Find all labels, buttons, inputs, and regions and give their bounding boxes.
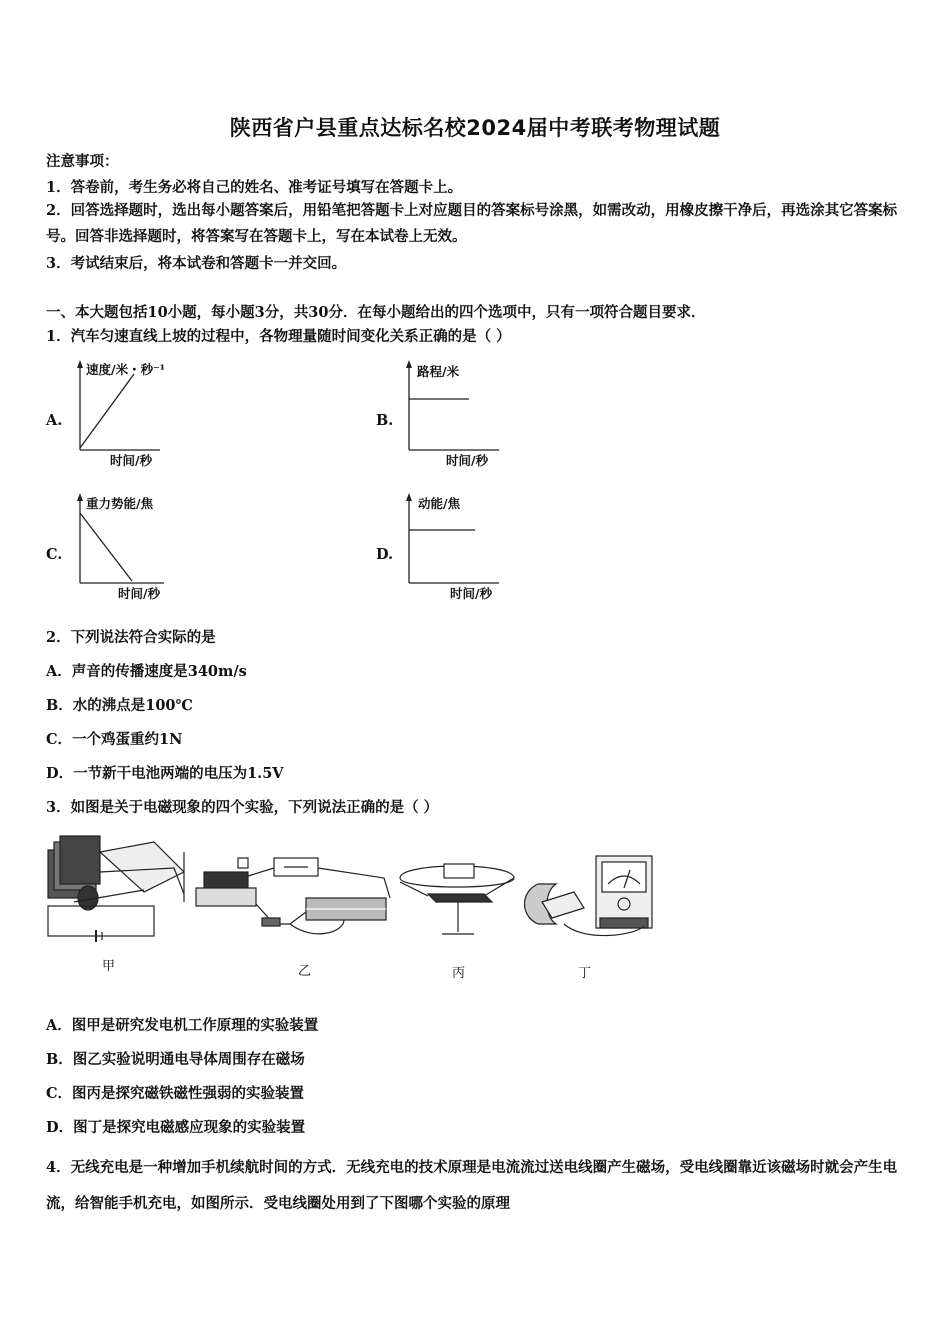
notice-item-1: 1．答卷前，考生务必将自己的姓名、准考证号填写在答题卡上。 xyxy=(46,179,463,196)
q2-option-c: C．一个鸡蛋重约1N xyxy=(46,731,183,748)
q1-graph-a-ylabel: 速度/米・秒⁻¹ xyxy=(86,362,166,377)
q1-graph-b-ylabel: 路程/米 xyxy=(417,364,460,379)
q1-graph-c-curve xyxy=(80,513,132,581)
figure-caption-bing: 丙 xyxy=(452,966,466,981)
q1-option-a-letter: A. xyxy=(46,412,63,429)
q1-graph-a-xlabel: 时间/秒 xyxy=(110,453,153,468)
q2-option-a: A．声音的传播速度是340m/s xyxy=(46,663,247,680)
q1-graph-c-ylabel: 重力势能/焦 xyxy=(86,496,154,511)
q1-graph-a-curve xyxy=(80,374,134,448)
q1-graph-b-xlabel: 时间/秒 xyxy=(446,453,489,468)
q2-option-b: B．水的沸点是100℃ xyxy=(46,697,193,714)
q1-graph-d-ylabel: 动能/焦 xyxy=(418,496,461,511)
q1-option-d-letter: D. xyxy=(376,546,394,563)
q3-option-a: A．图甲是研究发电机工作原理的实验装置 xyxy=(46,1017,319,1034)
question-3-stem: 3．如图是关于电磁现象的四个实验，下列说法正确的是（ ） xyxy=(46,799,439,816)
question-1-stem: 1．汽车匀速直线上坡的过程中，各物理量随时间变化关系正确的是（ ） xyxy=(46,328,511,345)
q1-graph-d-xlabel: 时间/秒 xyxy=(450,586,493,601)
experiment-yi xyxy=(196,858,390,934)
q2-option-d: D．一节新干电池两端的电压为1.5V xyxy=(46,765,284,782)
experiment-jia xyxy=(48,836,184,942)
figure-caption-jia: 甲 xyxy=(102,959,116,974)
figure-caption-ding: 丁 xyxy=(578,966,592,981)
q3-option-c: C．图丙是探究磁铁磁性强弱的实验装置 xyxy=(46,1085,305,1102)
q3-experiments-drawing xyxy=(44,832,664,992)
experiment-ding xyxy=(525,856,653,936)
question-2-stem: 2．下列说法符合实际的是 xyxy=(46,629,216,646)
experiment-bing xyxy=(400,864,514,934)
notice-item-3: 3．考试结束后，将本试卷和答题卡一并交回。 xyxy=(46,255,347,272)
notice-item-2: 2．回答选择题时，选出每小题答案后，用铅笔把答题卡上对应题目的答案标号涂黑，如需改动，用橡皮擦干净后，再选涂其它答案标号。回答非选择题时，将答案写在答题卡上，写在本试卷上无效。 xyxy=(46,202,898,245)
q1-graph-c-xlabel: 时间/秒 xyxy=(118,586,161,601)
q1-option-b-letter: B. xyxy=(376,412,394,429)
page-title: 陕西省户县重点达标名校2024届中考联考物理试题 xyxy=(229,116,721,140)
notice-heading: 注意事项： xyxy=(46,153,119,170)
q3-option-b: B．图乙实验说明通电导体周围存在磁场 xyxy=(46,1051,305,1068)
q1-option-c-letter: C. xyxy=(46,546,63,563)
q3-experiments-figure xyxy=(44,832,664,992)
figure-caption-yi: 乙 xyxy=(298,964,312,979)
section-heading: 一、本大题包括10小题，每小题3分，共30分．在每小题给出的四个选项中，只有一项符合题目要求． xyxy=(46,304,706,321)
q3-option-d: D．图丁是探究电磁感应现象的实验装置 xyxy=(46,1119,306,1136)
question-4-stem: 4．无线充电是一种增加手机续航时间的方式．无线充电的技术原理是电流流过送电线圈产生磁场，受电线圈靠近该磁场时就会产生电流，给智能手机充电，如图所示．受电线圈处用到了下图哪个实验的原理 xyxy=(46,1159,898,1212)
